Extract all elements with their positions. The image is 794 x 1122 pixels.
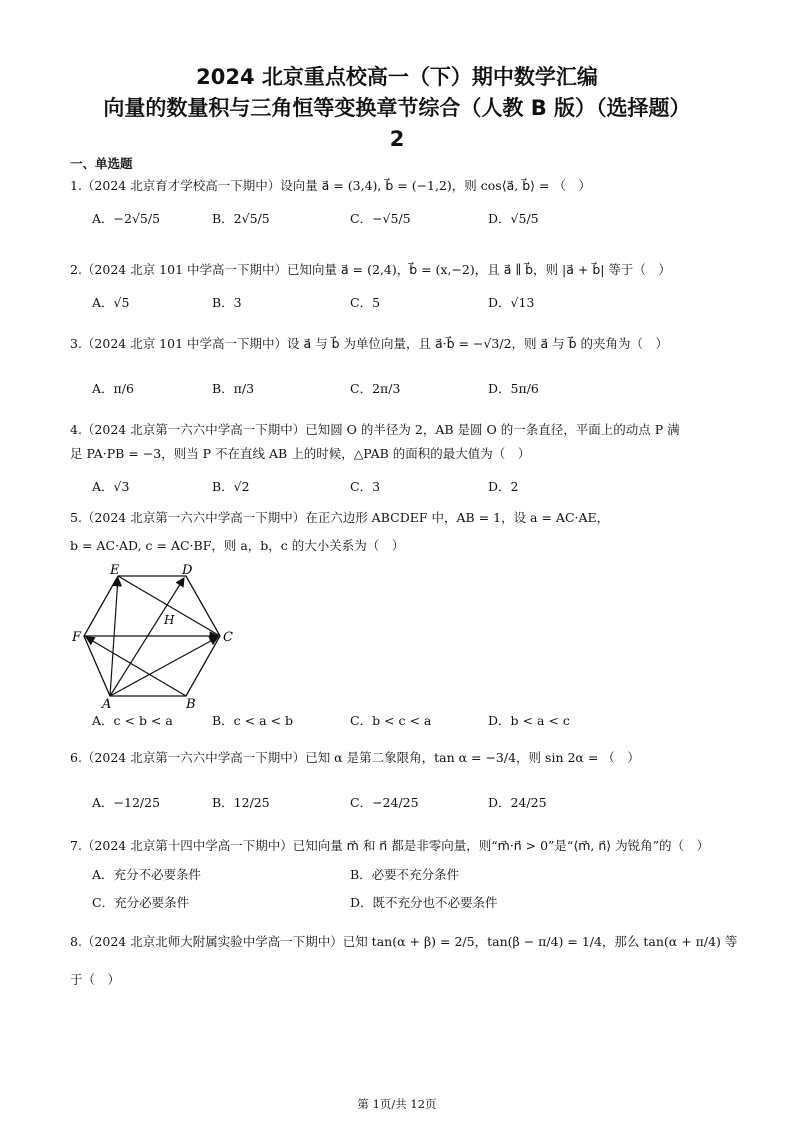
question-7-option-a: A．充分不必要条件: [92, 867, 202, 882]
question-5-option-b: B．c < a < b: [212, 713, 293, 728]
hexagon-figure: [68, 560, 248, 714]
label-d: D: [182, 563, 193, 578]
question-6-option-b: B．12/25: [212, 795, 270, 810]
page-footer: 第 1页/共 12页: [357, 1097, 437, 1111]
page-title-line2: 向量的数量积与三角恒等变换章节综合（人教 B 版）（选择题）: [103, 96, 691, 120]
question-5-option-a: A．c < b < a: [92, 713, 173, 728]
vector-ad: [110, 578, 184, 696]
question-2-option-d: D．√13: [488, 295, 535, 310]
question-2-option-b: B．3: [212, 295, 242, 310]
question-1-option-d: D．√5/5: [488, 211, 539, 226]
question-7-stem: 7.（2024 北京第十四中学高一下期中）已知向量 m⃗ 和 n⃗ 都是非零向量，则“m⃗·n⃗ > 0”是“⟨m⃗, n⃗⟩ 为锐角”的（ ）: [70, 838, 709, 853]
question-5-stem-line1: 5.（2024 北京第一六六中学高一下期中）在正六边形 ABCDEF 中，AB = 1，设 a = AC·AE，: [70, 510, 610, 525]
question-4-stem-line1: 4.（2024 北京第一六六中学高一下期中）已知圆 O 的半径为 2，AB 是圆 O 的一条直径，平面上的动点 P 满: [70, 422, 680, 437]
question-6-option-a: A．−12/25: [92, 795, 161, 810]
question-8-stem-line1: 8.（2024 北京北师大附属实验中学高一下期中）已知 tan(α + β) = 2/5，tan(β − π/4) = 1/4，那么 tan(α + π/4) 等: [70, 934, 738, 949]
label-b: B: [186, 697, 196, 710]
question-1-option-b: B．2√5/5: [212, 211, 270, 226]
question-7-option-d: D．既不充分也不必要条件: [350, 895, 498, 910]
question-4-option-a: A．√3: [92, 479, 130, 494]
page-title-line3: 2: [389, 127, 405, 151]
vector-ac: [110, 637, 218, 696]
question-3-stem: 3.（2024 北京 101 中学高一下期中）设 a⃗ 与 b⃗ 为单位向量，且 a⃗·b⃗ = −√3/2，则 a⃗ 与 b⃗ 的夹角为（ ）: [70, 336, 669, 351]
page-title-line1: 2024 北京重点校高一（下）期中数学汇编: [196, 65, 598, 89]
label-e: E: [110, 563, 120, 578]
question-6-option-c: C．−24/25: [350, 795, 419, 810]
segment-ec: [118, 576, 220, 636]
question-3-option-d: D．5π/6: [488, 381, 539, 396]
question-3-option-b: B．π/3: [212, 381, 255, 396]
label-a: A: [102, 697, 112, 710]
question-5-option-c: C．b < c < a: [350, 713, 432, 728]
question-3-option-a: A．π/6: [92, 381, 134, 396]
question-4-option-d: D．2: [488, 479, 519, 494]
question-1-option-c: C．−√5/5: [350, 211, 411, 226]
question-2-option-a: A．√5: [92, 295, 130, 310]
question-4-stem-line2: 足 PA·PB = −3，则当 P 不在直线 AB 上的时候，△PAB 的面积的最大值为（ ）: [70, 446, 531, 461]
label-h: H: [164, 613, 175, 627]
question-3-option-c: C．2π/3: [350, 381, 401, 396]
question-4-option-c: C．3: [350, 479, 381, 494]
question-7-option-b: B．必要不充分条件: [350, 867, 460, 882]
question-1-option-a: A．−2√5/5: [92, 211, 161, 226]
question-1-stem: 1.（2024 北京育才学校高一下期中）设向量 a⃗ = (3,4), b⃗ = (−1,2)，则 cos⟨a⃗, b⃗⟩ = （ ）: [70, 178, 591, 193]
vector-ae: [110, 578, 118, 696]
label-f: F: [72, 630, 82, 645]
vector-bf: [86, 637, 186, 696]
question-2-option-c: C．5: [350, 295, 381, 310]
question-6-stem: 6.（2024 北京第一六六中学高一下期中）已知 α 是第二象限角，tan α = −3/4，则 sin 2α = （ ）: [70, 750, 640, 765]
label-c: C: [223, 630, 233, 645]
question-2-stem: 2.（2024 北京 101 中学高一下期中）已知向量 a⃗ = (2,4)，b⃗ = (x,−2)，且 a⃗ ∥ b⃗，则 |a⃗ + b⃗| 等于（ ）: [70, 262, 671, 277]
question-5-option-d: D．b < a < c: [488, 713, 570, 728]
question-5-stem-line2: b = AC·AD, c = AC·BF，则 a，b，c 的大小关系为（ ）: [70, 538, 405, 553]
question-8-stem-line2: 于（ ）: [70, 972, 121, 987]
question-6-option-d: D．24/25: [488, 795, 547, 810]
question-7-option-c: C．充分必要条件: [92, 895, 190, 910]
question-4-option-b: B．√2: [212, 479, 250, 494]
section-heading: 一、单选题: [70, 156, 133, 171]
